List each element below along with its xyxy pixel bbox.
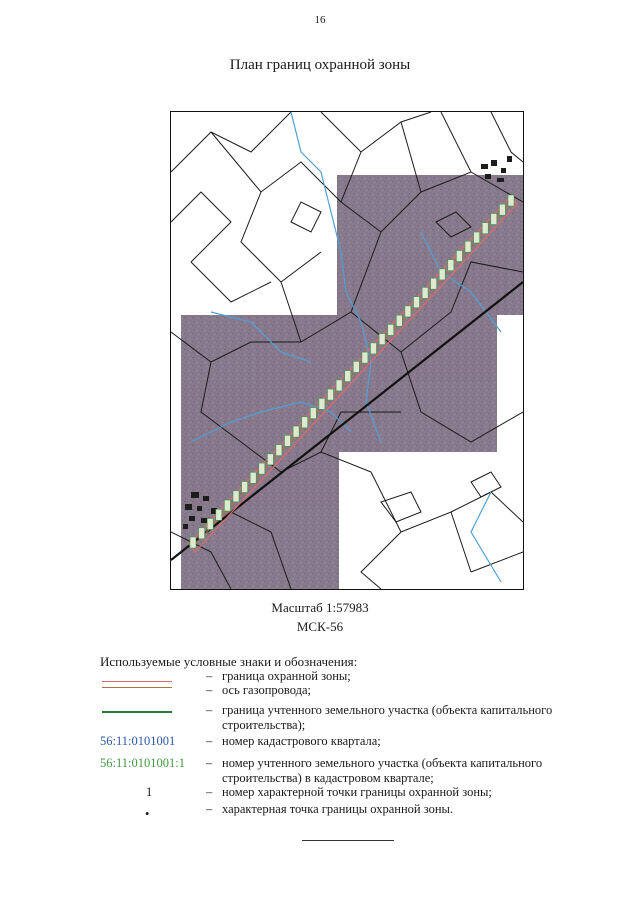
bottom-rule xyxy=(302,840,394,841)
parcel-label-block xyxy=(345,371,351,382)
point-number-sample: 1 xyxy=(146,785,153,799)
parcel-label-block xyxy=(224,500,230,511)
parcel-label-block xyxy=(310,408,316,419)
parcel-label-block xyxy=(207,519,213,530)
parcel-label-block xyxy=(328,389,334,400)
legend-heading: Используемые условные знаки и обозначения: xyxy=(100,654,358,669)
legend-text: граница охранной зоны; xyxy=(222,669,351,683)
parcel-code-sample: 56:11:0101001:1 xyxy=(100,756,185,770)
parcel-label-block xyxy=(259,463,265,474)
parcel-label-block xyxy=(491,214,497,225)
legend-text: ось газопровода; xyxy=(222,683,312,697)
legend-dash: – xyxy=(206,734,213,748)
parcel-label-block xyxy=(250,472,256,483)
legend-dash: – xyxy=(206,703,213,717)
parcel-label-block xyxy=(319,398,325,409)
pipeline-axis-symbol xyxy=(100,683,200,698)
legend-text: характерная точка границы охранной зоны. xyxy=(222,802,454,816)
parcel-label-block xyxy=(439,269,445,280)
parcel-label-block xyxy=(242,482,248,493)
legend-text: номер характерной точки границы охранной зоны; xyxy=(222,785,492,799)
parcel-label-block xyxy=(190,537,196,548)
parcel-label-block xyxy=(396,315,402,326)
parcel-label-block xyxy=(508,195,514,206)
parcel-label-block xyxy=(405,306,411,317)
parcel-label-block xyxy=(414,297,420,308)
parcel-boundary-symbol xyxy=(100,703,200,718)
parcel-label-block xyxy=(302,417,308,428)
legend-dash: – xyxy=(206,683,213,697)
map-scale: Масштаб 1:57983 xyxy=(271,600,369,615)
page-number: 16 xyxy=(314,14,326,26)
legend-text: граница учтенного земельного участка (объекта капитального строительства); xyxy=(222,703,553,732)
parcel-label-block xyxy=(371,343,377,354)
parcel-label-block xyxy=(293,426,299,437)
parcel-label-block xyxy=(431,278,437,289)
parcel-label-block xyxy=(285,435,291,446)
parcel-label-block xyxy=(474,232,480,243)
quarter-code-sample: 56:11:0101001 xyxy=(100,734,176,748)
parcel-label-block xyxy=(448,260,454,271)
point-marker-icon: • xyxy=(145,807,150,821)
parcel-label-block xyxy=(216,509,222,520)
legend-text: номер учтенного земельного участка (объекта капитального строительства) в кадастровом квартале; xyxy=(222,756,543,785)
parcel-label-block xyxy=(276,445,282,456)
parcel-label-block xyxy=(336,380,342,391)
zone-boundary-symbol xyxy=(100,669,200,684)
legend-dash: – xyxy=(206,802,213,816)
parcel-label-block xyxy=(465,241,471,252)
parcel-label-block xyxy=(456,251,462,262)
legend-item-parcel-boundary xyxy=(100,703,580,735)
legend-dash: – xyxy=(206,756,213,770)
legend-dash: – xyxy=(206,669,213,683)
page-title: План границ охранной зоны xyxy=(229,57,411,73)
parcel-label-block xyxy=(379,334,385,345)
parcel-label-block xyxy=(388,324,394,335)
parcel-label-block xyxy=(233,491,239,502)
legend-dash: – xyxy=(206,785,213,799)
parcel-label-block xyxy=(199,528,205,539)
parcel-label-block xyxy=(362,352,368,363)
parcel-label-block xyxy=(499,204,505,215)
legend-item-parcel-number xyxy=(100,756,580,788)
boundary-plan-map xyxy=(170,111,524,590)
parcel-label-block xyxy=(482,223,488,234)
parcel-label-block xyxy=(422,287,428,298)
legend-text: номер кадастрового квартала; xyxy=(222,734,381,748)
parcel-label-block xyxy=(267,454,273,465)
coordinate-system: МСК-56 xyxy=(296,619,344,634)
parcel-label-block xyxy=(353,361,359,372)
